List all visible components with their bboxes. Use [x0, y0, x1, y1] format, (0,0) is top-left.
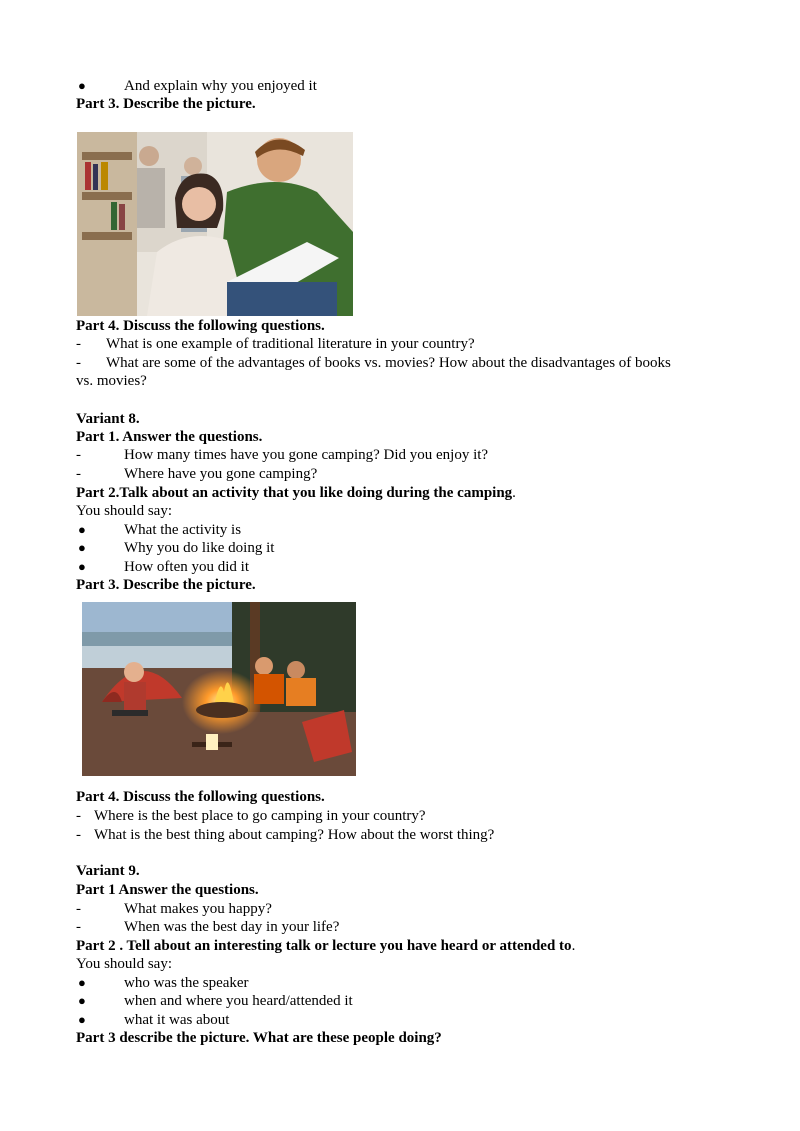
- question-line: Where is the best place to go camping in your country?: [94, 808, 426, 824]
- question-line: What makes you happy?: [124, 901, 272, 917]
- part2-heading: [76, 937, 575, 955]
- question-line: What is the best thing about camping? How about the worst thing?: [94, 827, 495, 843]
- should-say-label: You should say:: [76, 503, 172, 519]
- should-say-label: You should say:: [76, 956, 172, 972]
- dash-marker: -: [76, 808, 81, 824]
- part3-heading: Part 3. Describe the picture.: [76, 96, 256, 112]
- dash-marker: -: [76, 901, 81, 917]
- part2-heading: [76, 484, 516, 502]
- bullet-marker: ●: [78, 1012, 86, 1027]
- part4-heading: Part 4. Discuss the following questions.: [76, 318, 325, 334]
- question-line: What are some of the advantages of books vs. movies? How about the disadvantages of books: [106, 355, 671, 371]
- part2-heading-tail: .: [571, 938, 576, 954]
- bullet-line: And explain why you enjoyed it: [124, 78, 317, 94]
- library-photo: [77, 132, 353, 316]
- dash-marker: -: [76, 827, 81, 843]
- question-line: When was the best day in your life?: [124, 919, 340, 935]
- dash-marker: -: [76, 355, 81, 371]
- bullet-marker: ●: [78, 559, 86, 574]
- bullet-marker: ●: [78, 540, 86, 555]
- part3-heading: Part 3 describe the picture. What are these people doing?: [76, 1030, 442, 1046]
- bullet-line: Why you do like doing it: [124, 540, 275, 556]
- dash-marker: -: [76, 919, 81, 935]
- bullet-marker: ●: [78, 993, 86, 1008]
- bullet-marker: ●: [78, 975, 86, 990]
- variant-heading: Variant 9.: [76, 863, 140, 879]
- variant-heading: Variant 8.: [76, 411, 140, 427]
- question-line: What is one example of traditional literature in your country?: [106, 336, 475, 352]
- dash-marker: -: [76, 447, 81, 463]
- part1-heading: Part 1. Answer the questions.: [76, 429, 263, 445]
- bullet-marker: ●: [78, 522, 86, 537]
- part2-heading-tail: .: [512, 485, 516, 501]
- bullet-marker: ●: [78, 78, 86, 93]
- dash-marker: -: [76, 466, 81, 482]
- bullet-line: when and where you heard/attended it: [124, 993, 353, 1009]
- bullet-line: what it was about: [124, 1012, 230, 1028]
- part3-heading: Part 3. Describe the picture.: [76, 577, 256, 593]
- part4-heading: Part 4. Discuss the following questions.: [76, 789, 325, 805]
- part2-heading-bold: Part 2.Talk about an activity that you like doing during the camping: [76, 485, 513, 501]
- question-line: Where have you gone camping?: [124, 466, 318, 482]
- part1-heading: Part 1 Answer the questions.: [76, 882, 259, 898]
- dash-marker: -: [76, 336, 81, 352]
- question-line-continued: vs. movies?: [76, 373, 147, 389]
- bullet-line: who was the speaker: [124, 975, 249, 991]
- bullet-line: What the activity is: [124, 522, 242, 538]
- part2-heading-bold: Part 2 . Tell about an interesting talk or lecture you have heard or attended to: [76, 938, 572, 954]
- question-line: How many times have you gone camping? Did you enjoy it?: [124, 447, 489, 463]
- bullet-line: How often you did it: [124, 559, 249, 575]
- campfire-photo: [82, 602, 356, 776]
